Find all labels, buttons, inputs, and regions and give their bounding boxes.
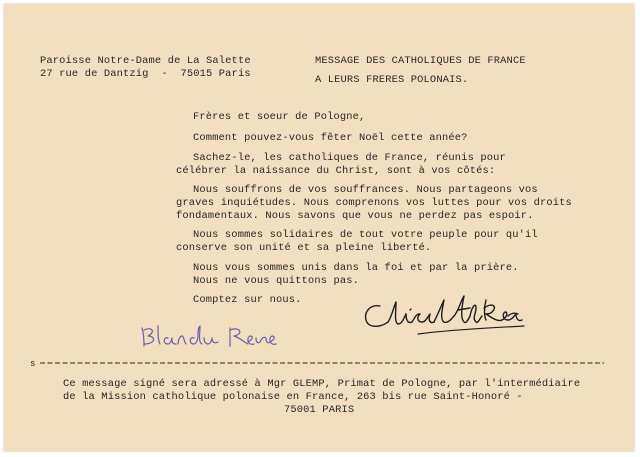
parish-name: Paroisse Notre-Dame de La Salette — [40, 55, 251, 67]
dashed-separator — [30, 358, 606, 368]
paragraph-2-line-1: Nous souffrons de vos souffrances. Nous partageons vos — [193, 184, 538, 196]
paragraph-1-line-2: célébrer la naissance du Christ, sont à vos côtés: — [176, 165, 496, 177]
paragraph-3-line-1: Nous sommes solidaires de tout votre peuple pour qu'il — [193, 229, 538, 241]
paragraph-4-line-2: Nous ne vous quittons pas. — [193, 275, 360, 287]
closing-line: Comptez sur nous. — [193, 294, 302, 306]
signature-blue — [138, 322, 278, 352]
footer-line-2: de la Mission catholique polonaise en France, 263 bis rue Saint-Honoré - — [63, 391, 523, 403]
question-line: Comment pouvez-vous fêter Noël cette année? — [193, 132, 468, 144]
paragraph-2-line-3: fondamentaux. Nous savons que vous ne perdez pas espoir. — [176, 210, 534, 222]
signature-main — [358, 292, 538, 342]
paragraph-1-line-1: Sachez-le, les catholiques de France, réunis pour — [193, 152, 506, 164]
paragraph-3-line-2: conserve son unité et sa pleine liberté. — [176, 242, 432, 254]
footer-line-3: 75001 PARIS — [284, 404, 355, 416]
message-title-line-2: A LEURS FRERES POLONAIS. — [315, 74, 469, 86]
message-title-line-1: MESSAGE DES CATHOLIQUES DE FRANCE — [315, 55, 526, 67]
paragraph-4-line-1: Nous vous sommes unis dans la foi et par la prière. — [193, 262, 519, 274]
footer-line-1: Ce message signé sera adressé à Mgr GLEMP, Primat de Pologne, par l'intermédiaire — [63, 378, 581, 390]
svg-text:s: s — [30, 359, 36, 368]
salutation: Frères et soeur de Pologne, — [193, 111, 366, 123]
parish-address: 27 rue de Dantzig - 75015 Paris — [40, 68, 251, 80]
paragraph-2-line-2: graves inquiétudes. Nous comprenons vos luttes pour vos droits — [176, 197, 572, 209]
